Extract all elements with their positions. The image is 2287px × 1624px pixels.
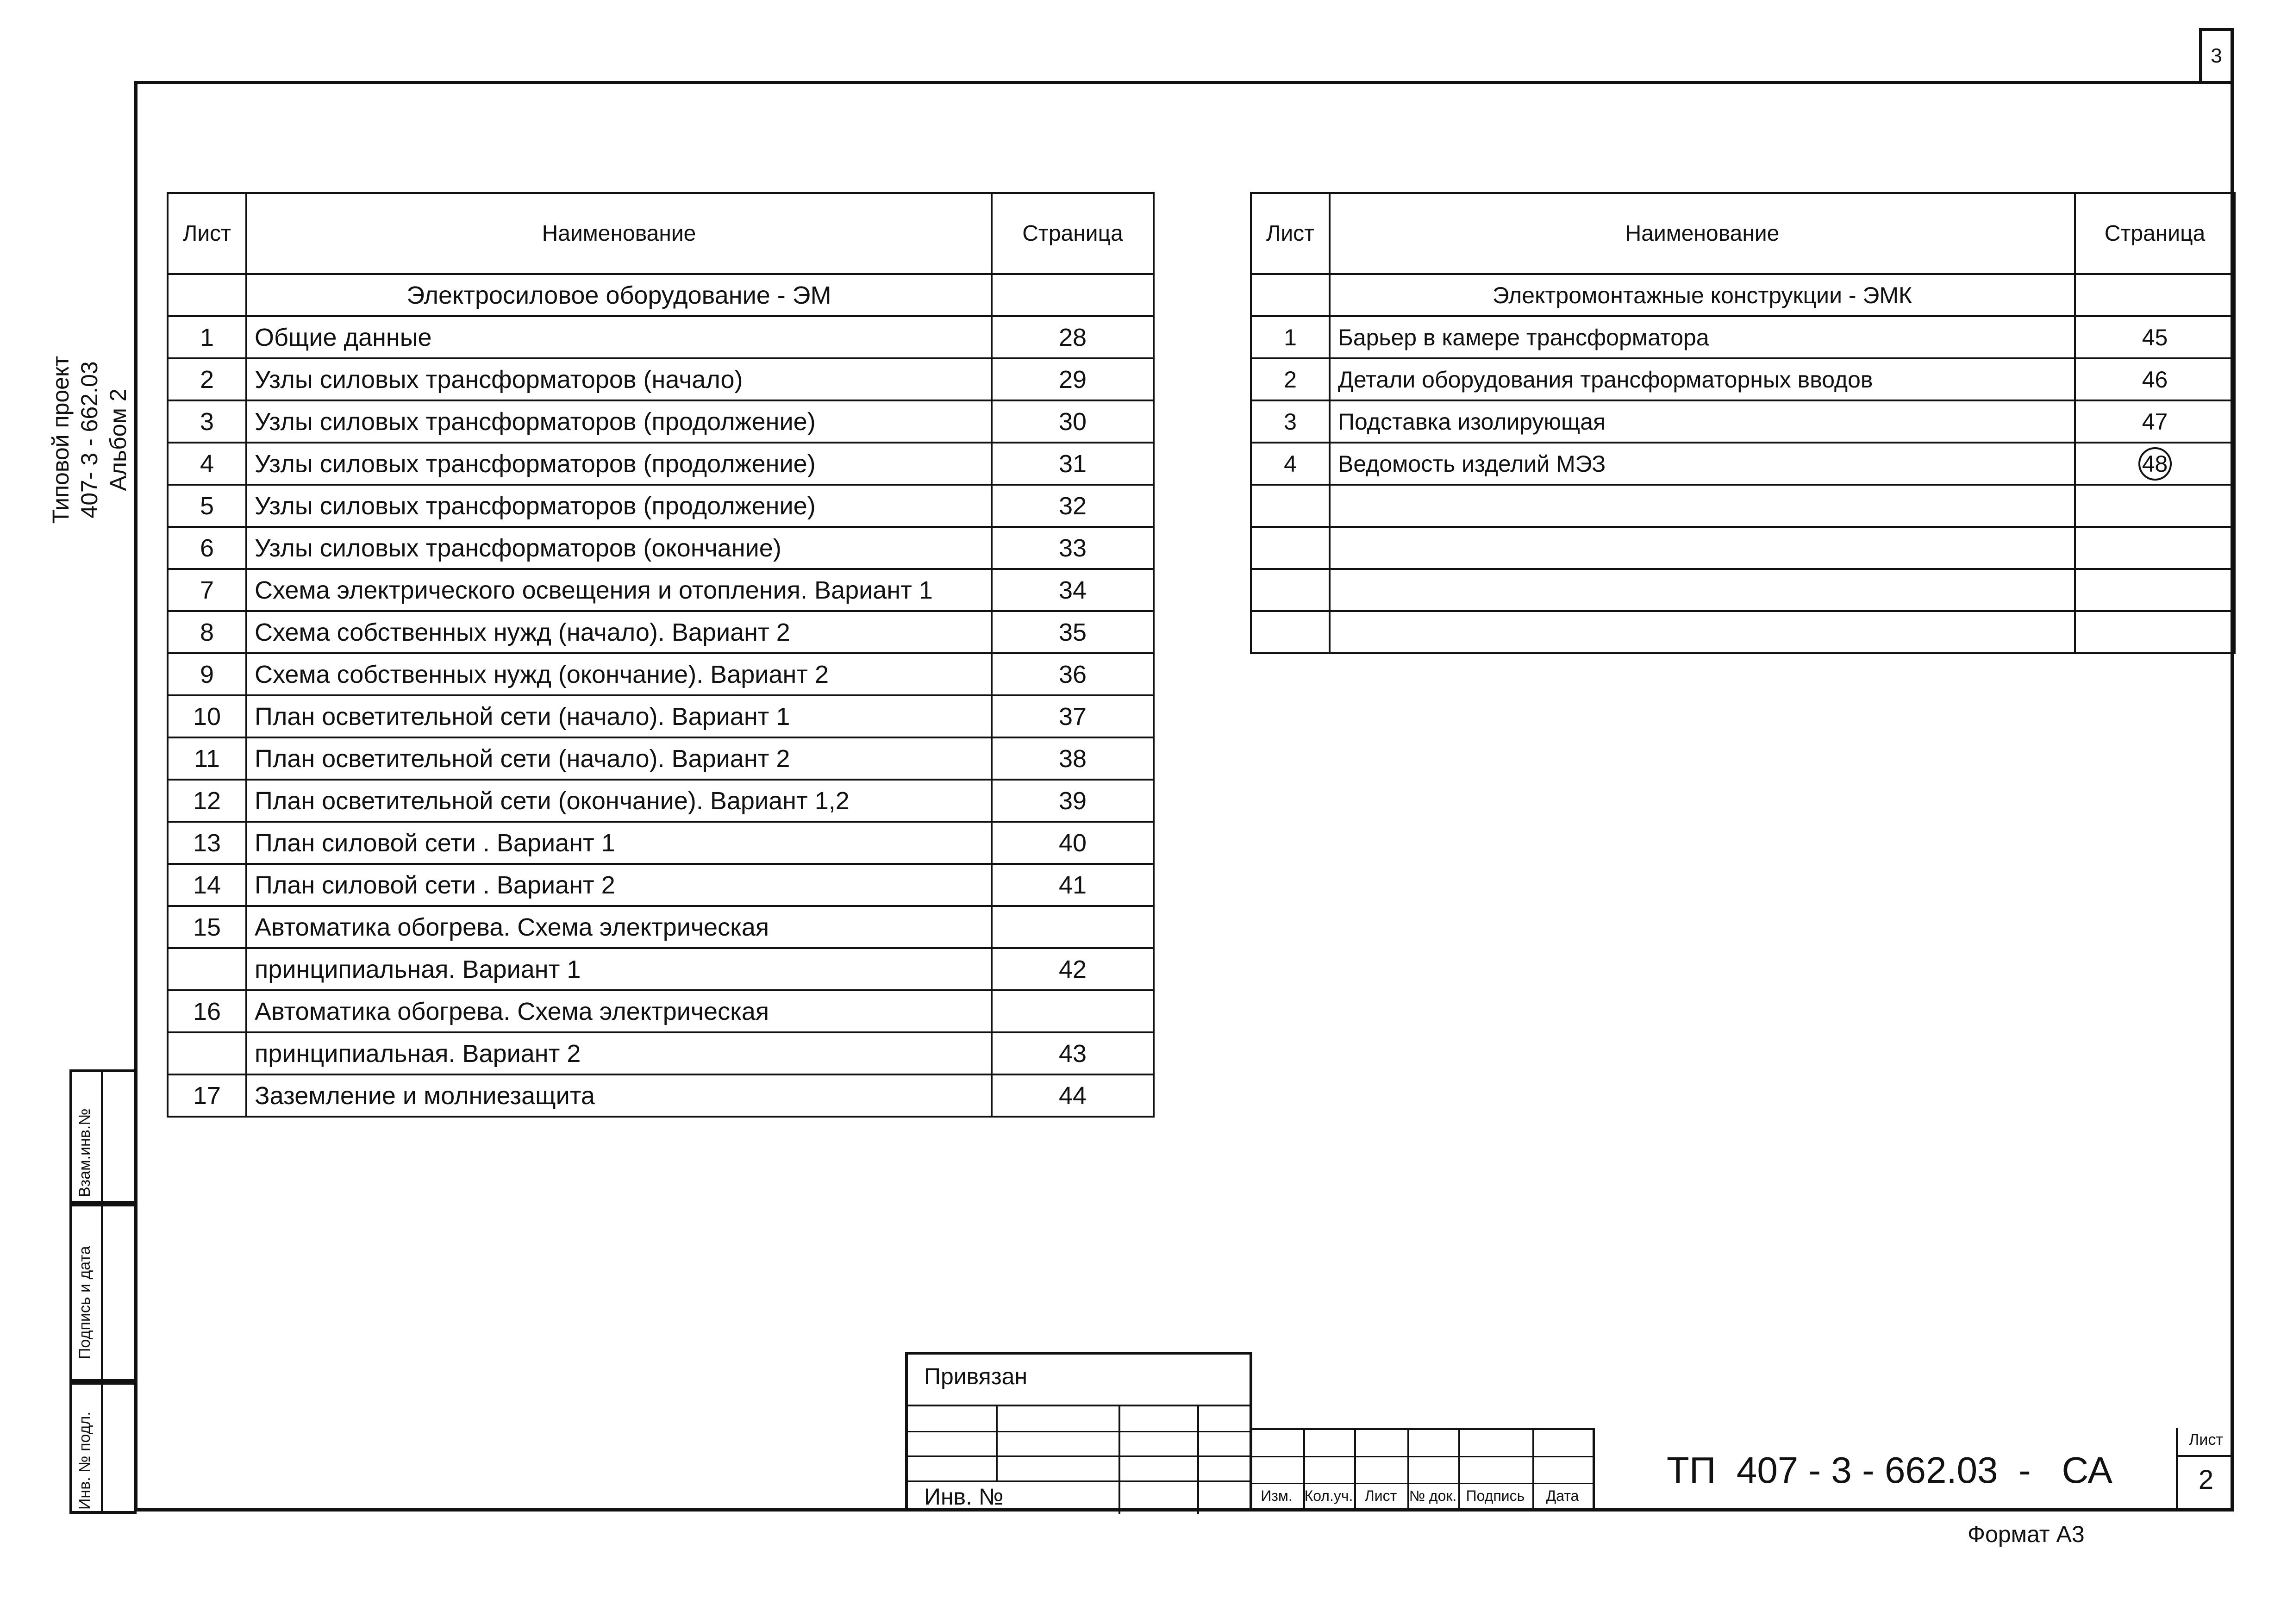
sheet-label: Лист (2189, 1431, 2223, 1449)
table-row (1251, 358, 2235, 400)
row-sheet-number: 15 (168, 906, 246, 948)
row-page: 39 (992, 780, 1154, 822)
side-title-line3: Альбом 2 (105, 388, 131, 491)
privyazan-title: Привязан (924, 1363, 1028, 1389)
table-row (168, 358, 1154, 400)
row-name: Автоматика обогрева. Схема электрическая (246, 906, 992, 948)
row-sheet-number: 7 (168, 569, 246, 611)
row-name: Детали оборудования трансформаторных вводов (1330, 358, 2075, 400)
stamp-podpis (69, 1204, 137, 1382)
row-name: Заземление и молниезащита (246, 1074, 992, 1117)
table-row (1251, 400, 2235, 443)
row-sheet-number (1251, 527, 1330, 569)
row-page: 42 (992, 948, 1154, 990)
row-page: 36 (992, 653, 1154, 695)
row-sheet-number: 14 (168, 864, 246, 906)
row-sheet-number: 13 (168, 822, 246, 864)
document-code: ТП 407 - 3 - 662.03 - СА (1667, 1449, 2112, 1491)
row-name (1330, 611, 2075, 653)
row-sheet-number (1251, 611, 1330, 653)
privyazan-block (905, 1352, 1252, 1512)
row-name: Схема электрического освещения и отопления. Вариант 1 (246, 569, 992, 611)
table-row (1251, 316, 2235, 358)
stamp-inv (69, 1382, 137, 1514)
row-sheet-number: 17 (168, 1074, 246, 1117)
title-block (1250, 1428, 2234, 1512)
row-page: 29 (992, 358, 1154, 400)
table-row (168, 864, 1154, 906)
row-page: 40 (992, 822, 1154, 864)
row-name: Общие данные (246, 316, 992, 358)
row-name: План осветительной сети (начало). Вариант 2 (246, 737, 992, 780)
privyazan-inv-label: Инв. № (924, 1484, 1004, 1510)
circled-page-number: 48 (2138, 447, 2172, 481)
side-title (46, 343, 132, 537)
row-sheet-number: 12 (168, 780, 246, 822)
row-page: 34 (992, 569, 1154, 611)
table-header-row (168, 193, 1154, 274)
title-block-col-label: Подпись (1466, 1487, 1525, 1504)
row-sheet-number (1251, 569, 1330, 611)
title-block-col-label: Кол.уч. (1304, 1487, 1353, 1504)
row-name (1330, 527, 2075, 569)
row-name: План силовой сети . Вариант 2 (246, 864, 992, 906)
row-name: Автоматика обогрева. Схема электрическая (246, 990, 992, 1032)
table-row (1251, 443, 2235, 485)
header-sheet: Лист (1251, 193, 1330, 274)
table-row (168, 906, 1154, 948)
row-sheet-number (168, 948, 246, 990)
row-name: принципиальная. Вариант 2 (246, 1032, 992, 1074)
row-name: Ведомость изделий МЭЗ (1330, 443, 2075, 485)
corner-sheet-number: 3 (2199, 28, 2234, 81)
row-page: 31 (992, 443, 1154, 485)
row-page (2075, 443, 2235, 485)
side-title-line2: 407- 3 - 662.03 (76, 361, 102, 518)
table-row (168, 527, 1154, 569)
table-row (168, 780, 1154, 822)
row-name: Подставка изолирующая (1330, 400, 2075, 443)
row-sheet-number: 11 (168, 737, 246, 780)
stamp-podpis-label: Подпись и дата (76, 1246, 94, 1359)
title-block-col-label: № док. (1409, 1487, 1457, 1504)
title-block-col-label: Лист (1364, 1487, 1397, 1504)
row-sheet-number: 3 (168, 400, 246, 443)
table-row (1251, 527, 2235, 569)
row-name: Барьер в камере трансформатора (1330, 316, 2075, 358)
row-page (2075, 569, 2235, 611)
row-name: Схема собственных нужд (окончание). Вариант 2 (246, 653, 992, 695)
row-sheet-number (168, 1032, 246, 1074)
row-sheet-number: 8 (168, 611, 246, 653)
table-row (168, 569, 1154, 611)
table-row (168, 822, 1154, 864)
row-sheet-number: 6 (168, 527, 246, 569)
table-row (1251, 611, 2235, 653)
row-name (1330, 569, 2075, 611)
stamp-vzam (69, 1069, 137, 1204)
row-sheet-number: 10 (168, 695, 246, 737)
row-name: Схема собственных нужд (начало). Вариант 2 (246, 611, 992, 653)
table-row (1251, 485, 2235, 527)
table-row (168, 695, 1154, 737)
table-row (168, 443, 1154, 485)
table-header-row (1251, 193, 2235, 274)
row-name: Узлы силовых трансформаторов (окончание) (246, 527, 992, 569)
row-page: 38 (992, 737, 1154, 780)
side-title-line1: Типовой проект (48, 356, 74, 524)
row-sheet-number: 2 (1251, 358, 1330, 400)
left-contents-table (167, 192, 1155, 1118)
row-page: 44 (992, 1074, 1154, 1117)
row-name: Узлы силовых трансформаторов (продолжение) (246, 443, 992, 485)
row-name: Узлы силовых трансформаторов (продолжение) (246, 400, 992, 443)
row-page: 30 (992, 400, 1154, 443)
row-page: 37 (992, 695, 1154, 737)
format-label: Формат А3 (1968, 1521, 2085, 1547)
row-page (2075, 485, 2235, 527)
table-row (168, 1032, 1154, 1074)
row-page: 43 (992, 1032, 1154, 1074)
header-name: Наименование (246, 193, 992, 274)
row-name: План силовой сети . Вариант 1 (246, 822, 992, 864)
table-row (168, 1074, 1154, 1117)
header-sheet: Лист (168, 193, 246, 274)
row-sheet-number: 3 (1251, 400, 1330, 443)
row-page: 45 (2075, 316, 2235, 358)
row-page (992, 990, 1154, 1032)
stamp-vzam-label: Взам.инв.№ (76, 1108, 94, 1197)
row-page: 28 (992, 316, 1154, 358)
row-name: Узлы силовых трансформаторов (начало) (246, 358, 992, 400)
section-row (1251, 274, 2235, 316)
table-row (1251, 569, 2235, 611)
row-sheet-number: 2 (168, 358, 246, 400)
header-name: Наименование (1330, 193, 2075, 274)
table-row (168, 948, 1154, 990)
title-block-col-label: Дата (1546, 1487, 1579, 1504)
row-page: 33 (992, 527, 1154, 569)
header-page: Страница (992, 193, 1154, 274)
row-sheet-number: 1 (168, 316, 246, 358)
row-name: План осветительной сети (окончание). Вариант 1,2 (246, 780, 992, 822)
row-sheet-number: 9 (168, 653, 246, 695)
row-sheet-number: 4 (168, 443, 246, 485)
row-name: Узлы силовых трансформаторов (продолжение) (246, 485, 992, 527)
row-page: 32 (992, 485, 1154, 527)
row-page (2075, 611, 2235, 653)
row-page: 47 (2075, 400, 2235, 443)
table-row (168, 653, 1154, 695)
table-row (168, 316, 1154, 358)
row-name (1330, 485, 2075, 527)
sheet-number: 2 (2198, 1465, 2214, 1495)
row-page: 35 (992, 611, 1154, 653)
row-sheet-number: 5 (168, 485, 246, 527)
row-page (2075, 527, 2235, 569)
row-name: План осветительной сети (начало). Вариант 1 (246, 695, 992, 737)
header-page: Страница (2075, 193, 2235, 274)
table-row (168, 611, 1154, 653)
right-contents-table (1250, 192, 2236, 654)
row-sheet-number: 4 (1251, 443, 1330, 485)
row-page: 41 (992, 864, 1154, 906)
row-sheet-number: 1 (1251, 316, 1330, 358)
row-sheet-number (1251, 485, 1330, 527)
row-page (992, 906, 1154, 948)
title-block-col-label: Изм. (1261, 1487, 1293, 1504)
row-sheet-number: 16 (168, 990, 246, 1032)
section-title: Электросиловое оборудование - ЭМ (246, 274, 992, 316)
table-row (168, 485, 1154, 527)
stamp-inv-label: Инв. № подл. (76, 1412, 94, 1510)
table-row (168, 990, 1154, 1032)
row-name: принципиальная. Вариант 1 (246, 948, 992, 990)
table-row (168, 400, 1154, 443)
row-page: 46 (2075, 358, 2235, 400)
table-row (168, 737, 1154, 780)
section-row (168, 274, 1154, 316)
section-title: Электромонтажные конструкции - ЭМК (1330, 274, 2075, 316)
